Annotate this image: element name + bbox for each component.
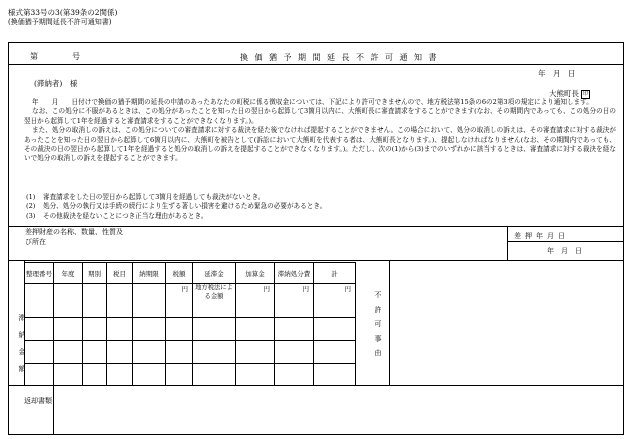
seizure-date-line [507,241,624,242]
cell [54,284,83,318]
cell [133,341,166,364]
cell [193,364,236,386]
cell [83,284,107,318]
condition-list [26,193,326,221]
cell [54,364,83,386]
cell [54,341,83,364]
cell [83,341,107,364]
condition-item-3: (3) その他裁決を経ないことにつき正当な理由があるとき。 [26,211,208,220]
issue-date: 年 月 日 [538,69,576,78]
additional-yen-unit: 円 [236,284,275,318]
cell [166,318,193,341]
header-total: 計 [314,263,356,284]
cell [83,364,107,386]
tax-yen-unit: 円 [166,284,193,318]
seized-property-label: 差押財産の名称、数量、性質及び所在 [25,228,123,246]
reason-divider [389,260,390,385]
table-top-line [8,260,624,261]
body-paragraph-1: 年 月 日付けで換価の猶予期間の延長の申請のあったあなたの町税に係る徴収金については、下記により許可できませんので、地方税法第15条の6の2第3項の規定により通知します。 [32,98,593,106]
seizure-divider [507,226,508,260]
cell [107,318,133,341]
cell [133,318,166,341]
cell [314,318,356,341]
late-fee-note: 地方税法による金額 [193,284,236,318]
addressee: (滞納者) 様 [34,79,78,88]
form-subtitle: (換価猶予期間延長不許可通知書) [8,18,112,26]
cell [25,341,54,364]
cell [83,318,107,341]
header-case-number: 整理番号 [25,263,54,284]
condition-item-1: (1) 審査請求をした日の翌日から起算して3箇月を経過しても裁決がないとき。 [26,193,265,201]
cell [166,341,193,364]
cell [236,318,275,341]
header-additional-tax: 加算金 [236,263,275,284]
delinquent-amount-label: 滞納金額 [18,314,26,373]
cell [107,284,133,318]
cell [314,364,356,386]
return-divider [53,385,54,435]
body-paragraph-3: また、処分の取消しの訴えは、この処分についての審査請求に対する裁決を経た後でなければ提起することができません。この場合において、処分の取消しの訴えは、その審査請求に対する裁決があったことを知った日の翌日から起算して6箇月以内に、大熊町を被告として(訴訟において大熊町を代表する者は、大熊町長となります。)、提起しなければなりません(なお、その期間内であっても、その裁決の日の翌日から起算して1年を経過すると処分の取消しの訴えを提起することができなくなります。)。ただし、次の(1)から(3)までのいずれかに該当するときは、審査請求に対する裁決を経ないで処分の取消しの訴えを提起することができます。 [24,126,616,163]
cell [54,318,83,341]
cell [107,364,133,386]
cell [133,364,166,386]
form-number: 様式第33号の3(第39条の2関係) [8,8,118,17]
title-divider [8,64,624,65]
condition-item-2: (2) 処分、処分の執行又は手続の続行により生ずる著しい損害を避けるため緊急の必要があるとき。 [26,202,327,211]
document-number-label: 第 号 [30,52,86,61]
return-top-line [8,385,624,386]
header-due-date: 納期限 [133,263,166,284]
header-tax-amount: 税額 [166,263,193,284]
cell [275,318,314,341]
cell [275,341,314,364]
header-disposition-cost: 滞納処分費 [275,263,314,284]
cell [25,364,54,386]
seal-mark: 印 [582,90,588,97]
mayor-name: 大熊町長 [549,89,579,98]
cell [107,341,133,364]
cell [193,318,236,341]
cell [25,318,54,341]
returned-documents-label: 返却書類 [24,397,52,405]
header-late-fee: 延滞金 [193,263,236,284]
cell [193,341,236,364]
cost-yen-unit: 円 [275,284,314,318]
cell [236,341,275,364]
header-year: 年度 [54,263,83,284]
seizure-date-label: 差押年月日 [514,232,569,240]
body-paragraph-2: なお、この処分に不服があるときは、この処分があったことを知った日の翌日から起算して3箇月以内に、大熊町長に審査請求をすることができます(なお、その期間内であっても、この処分の日の翌日から起算して1年を経過すると審査請求をすることができなくなります。)。 [24,107,616,125]
cell [275,364,314,386]
cell [236,364,275,386]
cell [166,364,193,386]
notice-body [24,98,616,164]
cell [25,284,54,318]
seizure-top-line [8,226,624,227]
document-title: 換価猶予期間延長不許可通知書 [240,53,443,62]
cell [314,341,356,364]
header-period: 期別 [83,263,107,284]
total-yen-unit: 円 [314,284,356,318]
delinquent-table [24,262,356,386]
seizure-date-value: 年 月 日 [547,247,582,255]
disallowance-reason-label: 不許可事由 [374,291,382,357]
cell [133,284,166,318]
header-tax-item: 税目 [107,263,133,284]
